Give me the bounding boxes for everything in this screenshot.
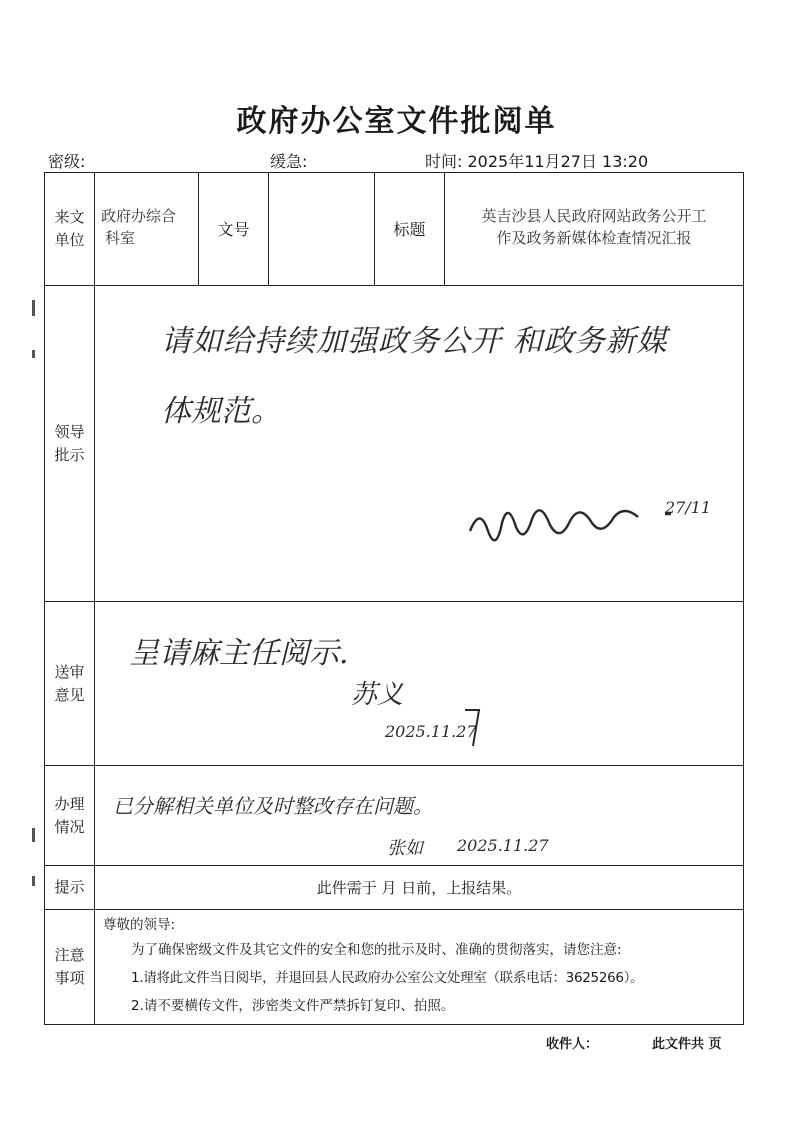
scan-mark xyxy=(32,300,35,316)
leader-row xyxy=(45,286,744,602)
source-value-line1: 政府办综合 xyxy=(101,207,177,225)
header-row xyxy=(45,173,744,286)
handling-label-line2: 情况 xyxy=(54,817,85,836)
secret-level-label: 密级: xyxy=(48,152,86,171)
review-content-cell xyxy=(95,602,744,766)
review-label-line2: 意见 xyxy=(54,685,85,704)
notice-line-3: 2.请不要横传文件，涉密类文件严禁拆钉复印、拍照。 xyxy=(131,998,455,1014)
handling-signer: 张如 xyxy=(387,838,423,859)
form-title: 政府办公室文件批阅单 xyxy=(236,104,557,139)
handling-label-line1: 办理 xyxy=(54,794,85,813)
review-label-cell xyxy=(45,602,95,766)
leader-signature-icon xyxy=(465,486,705,556)
notice-content-cell xyxy=(95,910,744,1025)
subject-value-line2: 作及政务新媒体检查情况汇报 xyxy=(496,229,692,247)
scan-mark xyxy=(32,350,35,358)
handling-row xyxy=(45,766,744,866)
source-label-line1: 来文 xyxy=(54,208,85,226)
leader-label-line1: 领导 xyxy=(54,422,85,441)
notice-line-2: 1.请将此文件当日阅毕，并退回县人民政府办公室公文处理室（联系电话：3625266）。 xyxy=(131,970,644,986)
time-value: 2025年11月27日 13:20 xyxy=(467,152,649,171)
notice-line-1: 为了确保密级文件及其它文件的安全和您的批示及时、准确的贯彻落实，请您注意: xyxy=(131,942,622,958)
time-label: 时间: xyxy=(425,152,463,171)
hint-text: 此件需于 月 日前，上报结果。 xyxy=(95,866,744,910)
source-label-cell xyxy=(45,173,95,286)
notice-label-line1: 注意 xyxy=(54,946,85,964)
leader-handwriting-line2: 体规范。 xyxy=(161,394,281,429)
scan-mark xyxy=(32,828,35,842)
recipient-label: 收件人： xyxy=(546,1037,599,1052)
source-value-cell xyxy=(95,173,199,286)
notice-row xyxy=(45,910,744,1025)
source-value-line2: 科室 xyxy=(105,229,136,247)
notice-label-cell xyxy=(45,910,95,1025)
subject-value-cell xyxy=(445,173,744,286)
review-signer: 苏义 xyxy=(351,680,404,710)
leader-label-cell xyxy=(45,286,95,602)
leader-label-line2: 批示 xyxy=(54,445,85,464)
handling-date: 2025.11.27 xyxy=(457,836,549,855)
doc-no-value xyxy=(269,173,375,286)
hint-label: 提示 xyxy=(45,866,95,910)
source-label-line2: 单位 xyxy=(54,231,85,249)
approval-form-table xyxy=(44,172,744,1025)
notice-greeting: 尊敬的领导: xyxy=(103,917,176,933)
time-field xyxy=(425,149,648,172)
leader-sign-date: 27/11 xyxy=(665,498,712,517)
review-row xyxy=(45,602,744,766)
review-handwriting: 呈请麻主任阅示. xyxy=(129,636,349,671)
doc-no-label: 文号 xyxy=(199,173,269,286)
page-count-label: 此文件共 页 xyxy=(652,1037,722,1052)
leader-content-cell xyxy=(95,286,744,602)
review-label-line1: 送审 xyxy=(54,662,85,681)
subject-label: 标题 xyxy=(375,173,445,286)
hint-row xyxy=(45,866,744,910)
urgency-label: 缓急: xyxy=(270,152,308,171)
handling-label-cell xyxy=(45,766,95,866)
subject-value-line1: 英吉沙县人民政府网站政务公开工 xyxy=(481,207,707,225)
handling-handwriting: 已分解相关单位及时整改存在问题。 xyxy=(113,794,433,818)
notice-label-line2: 事项 xyxy=(54,969,85,987)
review-date: 2025.11.27 xyxy=(385,722,477,741)
scan-mark xyxy=(32,876,35,886)
leader-handwriting-line1: 请如给持续加强政务公开 和政务新媒 xyxy=(161,324,668,359)
handling-content-cell xyxy=(95,766,744,866)
review-stroke-icon xyxy=(463,706,483,750)
